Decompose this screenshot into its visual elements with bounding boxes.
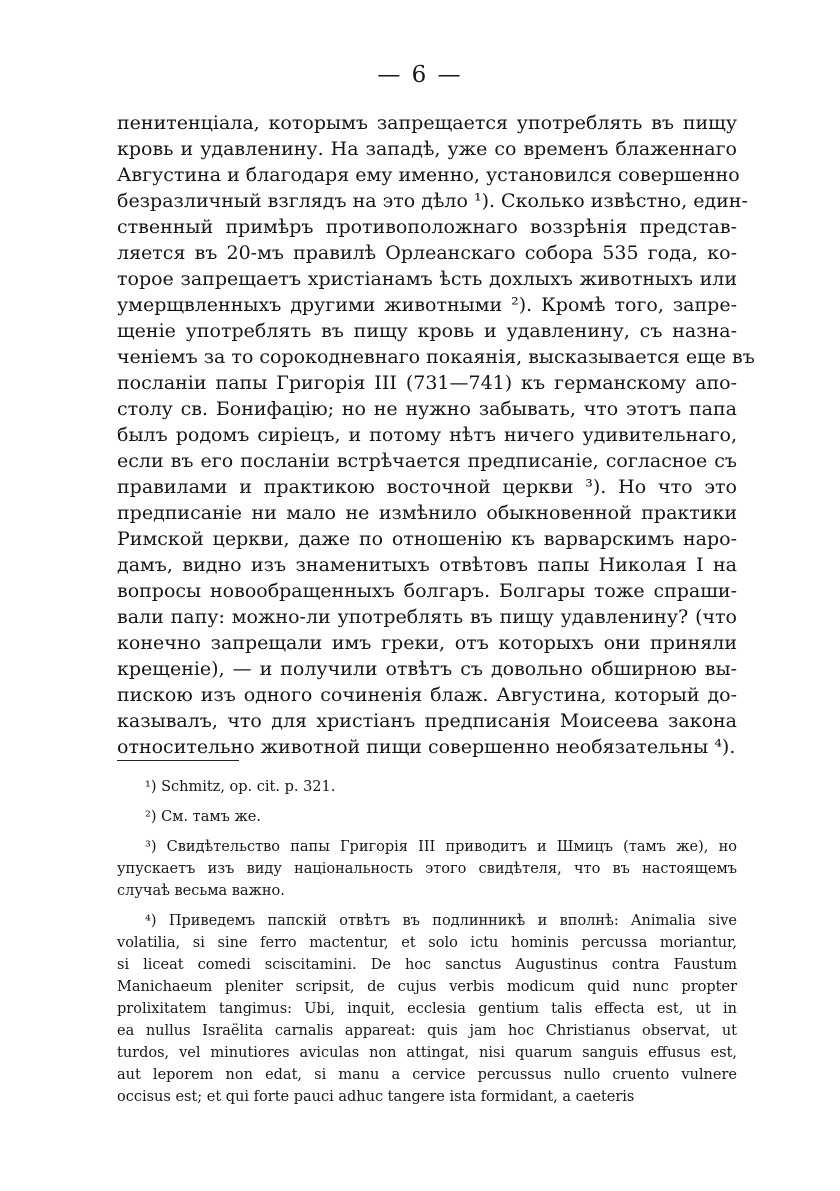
text-line: безразличный взглядъ на это дѣло ¹). Сколько извѣстно, един- — [117, 190, 748, 212]
text-line: щеніе употреблять въ пищу кровь и удавленину, съ назна- — [117, 320, 737, 342]
text-line: торое запрещаетъ христіанамъ ѣсть дохлыхъ животныхъ или — [117, 268, 737, 290]
text-line: относительно животной пищи совершенно необязательны ⁴). — [117, 736, 736, 758]
footnote-line: ea nullus Israëlita carnalis appareat: quis jam hoc Christianus observat, ut — [117, 1023, 737, 1039]
text-line: былъ родомъ сиріецъ, и потому нѣтъ ничего удивительнаго, — [117, 424, 737, 446]
text-line: предписаніе ни мало не измѣнило обыкновенной практики — [117, 502, 737, 524]
footnote — [117, 910, 737, 1108]
footnote — [117, 806, 737, 828]
footnote-line: si liceat comedi sciscitamini. De hoc sanctus Augustinus contra Faustum — [117, 957, 737, 973]
footnote-gap — [117, 828, 737, 836]
text-line: умерщвленныхъ другими животными ²). Кромѣ того, запре- — [117, 294, 737, 316]
page-number: — 6 — — [377, 62, 463, 88]
text-line: крещеніе), — и получили отвѣтъ съ довольно обширною вы- — [117, 658, 737, 680]
text-line: дамъ, видно изъ знаменитыхъ отвѣтовъ папы Николая I на — [117, 554, 737, 576]
text-line: вали папу: можно-ли употреблять въ пищу удавленину? (что — [117, 606, 737, 628]
footnote-line: aut leporem non edat, si manu a cervice percussus nullo cruento vulnere — [117, 1067, 737, 1083]
footnote-line: упускаетъ изъ виду національность этого свидѣтеля, что въ настоящемъ — [117, 861, 737, 877]
main-text — [117, 110, 755, 760]
text-line: столу св. Бонифацію; но не нужно забывать, что этотъ папа — [117, 398, 737, 420]
footnote-line: occisus est; et qui forte pauci adhuc tangere ista formidant, a caeteris — [117, 1089, 635, 1105]
text-line: посланіи папы Григорія III (731—741) къ германскому апо- — [117, 372, 737, 394]
footnote-line: ¹) Schmitz, op. cit. p. 321. — [145, 779, 336, 795]
text-line: пискою изъ одного сочиненія блаж. Августина, который до- — [117, 684, 737, 706]
text-line: ченіемъ за то сорокодневнаго покаянія, высказывается еще въ — [117, 346, 755, 368]
text-line: пенитенціала, которымъ запрещается употреблять въ пищу — [117, 112, 737, 134]
text-line: казывалъ, что для христіанъ предписанія Моисеева закона — [117, 710, 737, 732]
footnote-line: ⁴) Приведемъ папскій отвѣтъ въ подлинникѣ и вполнѣ: Animalia sive — [145, 913, 737, 929]
text-line: ственный примѣръ противоположнаго воззрѣнія представ- — [117, 216, 737, 238]
text-line: кровь и удавленину. На западѣ, уже со временъ блаженнаго — [117, 138, 737, 160]
text-line: если въ его посланіи встрѣчается предписаніе, согласное съ — [117, 450, 737, 472]
footnote — [117, 776, 737, 798]
footnote-line: volatilia, si sine ferro mactentur, et solo ictu hominis percussa moriantur, — [117, 935, 737, 951]
text-line: Августина и благодаря ему именно, установился совершенно — [117, 164, 740, 186]
footnote-gap — [117, 798, 737, 806]
footnotes — [117, 776, 737, 1108]
footnote-line: ²) См. тамъ же. — [145, 809, 261, 825]
footnote-gap — [117, 902, 737, 910]
text-line: Римской церкви, даже по отношенію къ варварскимъ наро- — [117, 528, 737, 550]
footnote-line: prolixitatem tangimus: Ubi, inquit, ecclesia gentium talis effecta est, ut in — [117, 1001, 737, 1017]
text-line: конечно запрещали имъ греки, отъ которыхъ они приняли — [117, 632, 737, 654]
text-line: вопросы новообращенныхъ болгаръ. Болгары тоже спраши- — [117, 580, 737, 602]
text-line: правилами и практикою восточной церкви ³). Но что это — [117, 476, 737, 498]
footnote-divider — [117, 760, 239, 761]
text-line: ляется въ 20-мъ правилѣ Орлеанскаго собора 535 года, ко- — [117, 242, 737, 264]
footnote-line: turdos, vel minutiores aviculas non attingat, nisi quarum sanguis effusus est, — [117, 1045, 737, 1061]
footnote-line: ³) Свидѣтельство папы Григорія III приводитъ и Шмицъ (тамъ же), но — [145, 839, 737, 855]
footnote-line: случаѣ весьма важно. — [117, 883, 285, 899]
footnote-line: Manichaeum pleniter scripsit, de cujus verbis modicum quid nunc propter — [117, 979, 737, 995]
footnote — [117, 836, 737, 902]
